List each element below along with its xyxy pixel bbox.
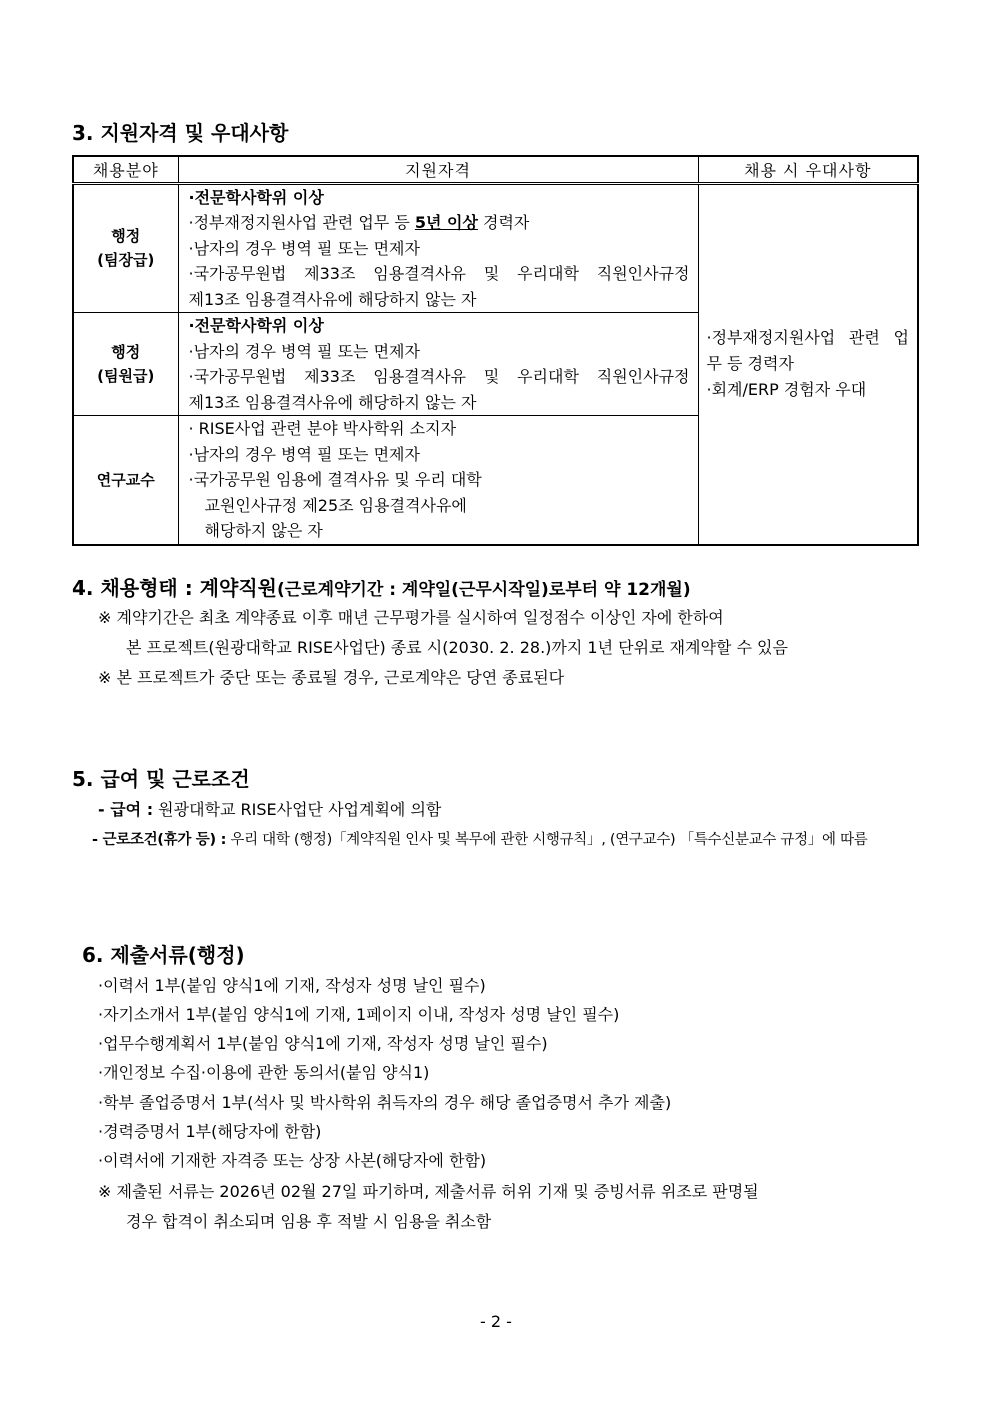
work-conditions-line: - 근로조건(휴가 등) : 우리 대학 (행정)「계약직원 인사 및 복무에 관한 시행규칙」, (연구교수) 「특수신분교수 규정」에 따름 — [92, 832, 868, 848]
header-qualification: 지원자격 — [178, 156, 698, 183]
category-admin-leader: 행정 (팀장급) — [73, 183, 178, 313]
qualifications-admin-leader: ·전문학사학위 이상 ·정부재정지원사업 관련 업무 등 5년 이상 경력자 ·남자의 경우 병역 필 또는 면제자 ·국가공무원법 제33조 임용결격사유 및 우리대학 직원인사규정 제13조 임용결격사유에 해당하지 않는 자 — [178, 183, 698, 313]
list-item: ·자기소개서 1부(붙임 양식1에 기재, 1페이지 이내, 작성자 성명 날인 필수) — [98, 1005, 620, 1024]
section4-note1-line1: ※ 계약기간은 최초 계약종료 이후 매년 근무평가를 실시하여 일정점수 이상인 자에 한하여 — [98, 608, 724, 627]
list-item: ·이력서에 기재한 자격증 또는 상장 사본(해당자에 한함) — [98, 1151, 487, 1170]
section3-title: 3. 지원자격 및 우대사항 — [72, 121, 289, 145]
list-item: ·학부 졸업증명서 1부(석사 및 박사학위 취득자의 경우 해당 졸업증명서 추가 제출) — [98, 1093, 672, 1112]
page-number: - 2 - — [480, 1312, 512, 1331]
list-item: ·경력증명서 1부(해당자에 한함) — [98, 1122, 322, 1141]
header-category: 채용분야 — [73, 156, 178, 183]
section6-note-line2: 경우 합격이 취소되며 임용 후 적발 시 임용을 취소함 — [126, 1212, 492, 1231]
section4-note2: ※ 본 프로젝트가 중단 또는 종료될 경우, 근로계약은 당연 종료된다 — [98, 668, 565, 687]
section4-note1-line2: 본 프로젝트(원광대학교 RISE사업단) 종료 시(2030. 2. 28.)까지 1년 단위로 재계약할 수 있음 — [126, 638, 788, 657]
table-header-row — [73, 156, 918, 183]
section6-title: 6. 제출서류(행정) — [82, 943, 245, 967]
section6-note-line1: ※ 제출된 서류는 2026년 02월 27일 파기하며, 제출서류 허위 기재 및 증빙서류 위조로 판명될 — [98, 1182, 759, 1201]
list-item: ·개인정보 수집·이용에 관한 동의서(붙임 양식1) — [98, 1063, 430, 1082]
category-research-professor: 연구교수 — [73, 416, 178, 545]
preference-cell: ·정부재정지원사업 관련 업 무 등 경력자 ·회계/ERP 경험자 우대 — [698, 183, 918, 545]
qualifications-research-professor: · RISE사업 관련 분야 박사학위 소지자 ·남자의 경우 병역 필 또는 면제자 ·국가공무원 임용에 결격사유 및 우리 대학 교원인사규정 제25조 임용결격사유에 해당하지 않은 자 — [178, 416, 698, 545]
section4-title: 4. 채용형태 : 계약직원(근로계약기간 : 계약일(근무시작일)로부터 약 12개월) — [72, 576, 691, 600]
category-admin-staff: 행정 (팀원급) — [73, 313, 178, 416]
table-row — [73, 183, 918, 313]
salary-line: - 급여 : 원광대학교 RISE사업단 사업계획에 의함 — [98, 800, 442, 819]
qualifications-admin-staff: ·전문학사학위 이상 ·남자의 경우 병역 필 또는 면제자 ·국가공무원법 제33조 임용결격사유 및 우리대학 직원인사규정 제13조 임용결격사유에 해당하지 않는 자 — [178, 313, 698, 416]
section5-title: 5. 급여 및 근로조건 — [72, 767, 250, 791]
list-item: ·업무수행계획서 1부(붙임 양식1에 기재, 작성자 성명 날인 필수) — [98, 1034, 548, 1053]
list-item: ·이력서 1부(붙임 양식1에 기재, 작성자 성명 날인 필수) — [98, 976, 486, 995]
header-preference: 채용 시 우대사항 — [698, 156, 918, 183]
qualification-table — [72, 155, 919, 546]
